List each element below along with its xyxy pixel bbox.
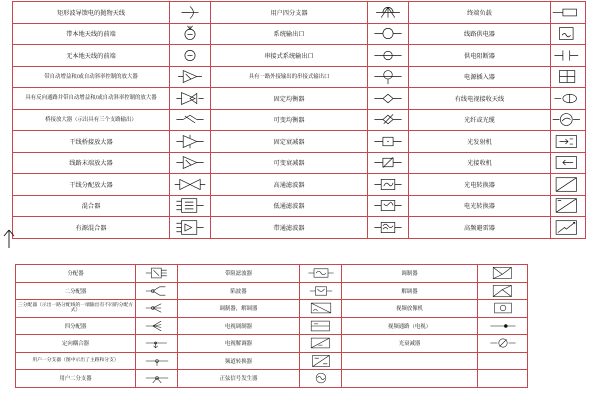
trunk-distribution-amplifier-icon bbox=[173, 176, 207, 193]
symbol-label: 供电阻断器 bbox=[409, 45, 551, 67]
symbol-cell bbox=[368, 2, 409, 24]
symbol-label: 带通滤波器 bbox=[211, 217, 368, 239]
symbol-row bbox=[16, 282, 528, 300]
symbol-cell bbox=[368, 152, 409, 174]
symbol-cell bbox=[300, 335, 342, 353]
combiner-icon bbox=[173, 197, 207, 214]
symbol-cell bbox=[136, 300, 178, 318]
symbol-label: 具有一路外接输出的串接式输出口 bbox=[211, 66, 368, 88]
symbol-cell bbox=[300, 370, 342, 388]
symbol-label: 混合器 bbox=[13, 195, 170, 217]
symbol-label: 可变衰减器 bbox=[211, 152, 368, 174]
symbol-cell bbox=[551, 2, 586, 24]
symbol-label: 用户一分支器（图中示出了主路和分支） bbox=[16, 352, 136, 370]
symbol-label: 线路末端放大器 bbox=[13, 152, 170, 174]
symbol-cell bbox=[300, 265, 342, 283]
symbol-label: 调制器 bbox=[342, 265, 478, 283]
active-combiner-icon bbox=[173, 219, 207, 236]
symbol-row bbox=[13, 131, 586, 153]
symbol-cell bbox=[551, 174, 586, 196]
symbol-cell bbox=[136, 352, 178, 370]
symbol-label: 用户四分支器 bbox=[211, 2, 368, 24]
modulator-icon bbox=[486, 266, 520, 280]
symbol-cell bbox=[300, 282, 342, 300]
parabolic-antenna-icon bbox=[173, 4, 207, 21]
symbol-table-1 bbox=[12, 1, 586, 239]
terminal-load-icon bbox=[551, 4, 585, 21]
symbol-cell bbox=[368, 109, 409, 131]
symbol-label: 光衰减器 bbox=[342, 335, 478, 353]
channel-converter-icon bbox=[304, 354, 338, 368]
symbol-label: 矩形波导馈电的抛物天线 bbox=[13, 2, 170, 24]
symbol-label: 可变均衡器 bbox=[211, 109, 368, 131]
symbol-label: 电光转换器 bbox=[409, 195, 551, 217]
symbol-label: 四分配器 bbox=[16, 317, 136, 335]
symbol-row bbox=[13, 66, 586, 88]
symbol-cell bbox=[551, 88, 586, 110]
directional-coupler-icon bbox=[140, 336, 174, 350]
symbol-cell bbox=[551, 152, 586, 174]
symbol-label: 电视调制器 bbox=[178, 317, 300, 335]
video-channel-icon bbox=[486, 319, 520, 333]
symbol-label: 具有反向通路并带自动增益和/或自动斜率控制的放大器 bbox=[13, 88, 170, 110]
symbol-cell bbox=[368, 88, 409, 110]
symbol-cell bbox=[551, 109, 586, 131]
symbol-label: 带阻滤波器 bbox=[178, 265, 300, 283]
symbol-label: 电视解调器 bbox=[178, 335, 300, 353]
symbol-cell bbox=[368, 23, 409, 45]
bridger-amplifier-icon bbox=[173, 111, 207, 128]
symbol-cell bbox=[136, 265, 178, 283]
splitter-icon bbox=[140, 266, 174, 280]
two-way-tap-icon bbox=[140, 371, 174, 385]
power-blocker-icon bbox=[551, 47, 585, 64]
symbol-cell bbox=[551, 23, 586, 45]
symbol-cell bbox=[170, 195, 211, 217]
system-outlet-icon bbox=[371, 25, 405, 42]
symbol-cell bbox=[551, 45, 586, 67]
four-way-splitter-icon bbox=[140, 319, 174, 333]
symbol-label: 频道转换器 bbox=[178, 352, 300, 370]
optical-receiver-icon bbox=[551, 154, 585, 171]
symbol-cell bbox=[170, 217, 211, 239]
symbol-label: 光电转换器 bbox=[409, 174, 551, 196]
symbol-cell bbox=[478, 352, 528, 370]
symbol-cell bbox=[170, 45, 211, 67]
symbol-cell bbox=[478, 300, 528, 318]
symbol-row bbox=[13, 174, 586, 196]
symbol-label: 视频放像机 bbox=[342, 300, 478, 318]
symbol-label: 电源插入器 bbox=[409, 66, 551, 88]
symbol-label bbox=[342, 352, 478, 370]
headend-no-antenna-icon bbox=[173, 47, 207, 64]
symbol-row bbox=[16, 370, 528, 388]
band-pass-filter-icon bbox=[371, 219, 405, 236]
symbol-label: 干线桥接放大器 bbox=[13, 131, 170, 153]
symbol-label: 高通滤波器 bbox=[211, 174, 368, 196]
symbol-label: 低通滤波器 bbox=[211, 195, 368, 217]
symbol-label: 终端负载 bbox=[409, 2, 551, 24]
symbol-label: 线路供电器 bbox=[409, 23, 551, 45]
symbol-cell bbox=[368, 66, 409, 88]
symbol-cell bbox=[170, 131, 211, 153]
symbol-label: 陷波器 bbox=[178, 282, 300, 300]
symbol-label: 分配器 bbox=[16, 265, 136, 283]
optical-electrical-converter-icon bbox=[551, 176, 585, 193]
symbol-cell bbox=[136, 317, 178, 335]
symbol-label: 视频通路（电视） bbox=[342, 317, 478, 335]
symbol-label: 带自动增益和/或自动斜率控制的放大器 bbox=[13, 66, 170, 88]
symbol-cell bbox=[300, 317, 342, 335]
symbol-label: 高频避雷器 bbox=[409, 217, 551, 239]
symbol-cell bbox=[478, 317, 528, 335]
symbol-row bbox=[13, 2, 586, 24]
symbol-cell bbox=[170, 2, 211, 24]
symbol-cell bbox=[478, 282, 528, 300]
symbol-cell bbox=[368, 195, 409, 217]
reverse-path-amplifier-icon bbox=[173, 90, 207, 107]
symbol-cell bbox=[170, 174, 211, 196]
symbol-cell bbox=[300, 300, 342, 318]
symbol-label: 正弦信号发生器 bbox=[178, 370, 300, 388]
symbol-cell bbox=[551, 195, 586, 217]
symbol-label: 定向耦合器 bbox=[16, 335, 136, 353]
variable-attenuator-icon bbox=[371, 154, 405, 171]
two-way-splitter-icon bbox=[140, 284, 174, 298]
symbol-label: 无本地天线的前端 bbox=[13, 45, 170, 67]
symbol-row bbox=[16, 300, 528, 318]
symbol-row bbox=[13, 217, 586, 239]
symbol-cell bbox=[136, 370, 178, 388]
symbol-label: 固定均衡器 bbox=[211, 88, 368, 110]
demodulator-icon bbox=[486, 284, 520, 298]
symbol-label: 调制器，解调器 bbox=[178, 300, 300, 318]
symbol-label: 系统输出口 bbox=[211, 23, 368, 45]
optical-attenuator-icon bbox=[486, 336, 520, 350]
symbol-cell bbox=[170, 23, 211, 45]
symbol-label: 桥接放大器（示出具有三个支路输出） bbox=[13, 109, 170, 131]
symbol-label: 用户二分支器 bbox=[16, 370, 136, 388]
symbol-label: 固定衰减器 bbox=[211, 131, 368, 153]
symbol-cell bbox=[478, 265, 528, 283]
symbol-label: 二分配器 bbox=[16, 282, 136, 300]
variable-equalizer-icon bbox=[371, 111, 405, 128]
symbol-label bbox=[342, 370, 478, 388]
symbol-label: 光纤或光缆 bbox=[409, 109, 551, 131]
symbol-label: 光发射机 bbox=[409, 131, 551, 153]
four-way-tap-icon bbox=[371, 4, 405, 21]
three-way-splitter-icon bbox=[140, 301, 174, 315]
lightning-arrester-icon bbox=[551, 219, 585, 236]
series-outlet-external-icon bbox=[371, 68, 405, 85]
optical-transmitter-icon bbox=[551, 133, 585, 150]
symbol-cell bbox=[368, 45, 409, 67]
catv-antenna-icon bbox=[551, 90, 585, 107]
symbol-cell bbox=[170, 88, 211, 110]
symbol-label: 有源混合器 bbox=[13, 217, 170, 239]
symbol-cell bbox=[478, 335, 528, 353]
symbol-cell bbox=[368, 217, 409, 239]
line-extender-amplifier-icon bbox=[173, 154, 207, 171]
symbol-table-2 bbox=[15, 264, 528, 388]
line-power-unit-icon bbox=[551, 25, 585, 42]
notch-filter-icon bbox=[304, 284, 338, 298]
symbol-label: 有线电视接收天线 bbox=[409, 88, 551, 110]
tv-modulator-icon bbox=[304, 319, 338, 333]
symbol-row bbox=[16, 352, 528, 370]
symbol-row bbox=[13, 195, 586, 217]
symbol-row bbox=[16, 317, 528, 335]
sine-generator-icon bbox=[304, 371, 338, 385]
symbol-cell bbox=[136, 335, 178, 353]
symbol-row bbox=[13, 45, 586, 67]
symbol-cell bbox=[551, 66, 586, 88]
symbol-label: 解调器 bbox=[342, 282, 478, 300]
symbol-row bbox=[13, 109, 586, 131]
symbol-cell bbox=[300, 352, 342, 370]
symbol-row bbox=[13, 23, 586, 45]
symbol-row bbox=[13, 88, 586, 110]
headend-local-antenna-icon bbox=[173, 25, 207, 42]
symbol-row bbox=[13, 152, 586, 174]
symbol-cell bbox=[368, 174, 409, 196]
symbol-label: 带本地天线的前端 bbox=[13, 23, 170, 45]
symbol-label: 光接收机 bbox=[409, 152, 551, 174]
symbol-label: 三分配器（示出一路分配线的一端输出有不同的分配方式） bbox=[16, 300, 136, 318]
low-pass-filter-icon bbox=[371, 197, 405, 214]
symbol-label: 干线分配放大器 bbox=[13, 174, 170, 196]
symbol-row bbox=[16, 335, 528, 353]
symbol-label: 串接式系统输出口 bbox=[211, 45, 368, 67]
symbol-cell bbox=[170, 66, 211, 88]
one-way-tap-icon bbox=[140, 354, 174, 368]
fixed-attenuator-icon bbox=[371, 133, 405, 150]
symbol-cell bbox=[478, 370, 528, 388]
symbol-cell bbox=[551, 131, 586, 153]
symbol-cell bbox=[170, 109, 211, 131]
modem-icon bbox=[304, 301, 338, 315]
symbol-cell bbox=[170, 152, 211, 174]
symbol-row bbox=[16, 265, 528, 283]
electrical-optical-converter-icon bbox=[551, 197, 585, 214]
tv-demodulator-icon bbox=[304, 336, 338, 350]
high-pass-filter-icon bbox=[371, 176, 405, 193]
agc-amplifier-icon bbox=[173, 68, 207, 85]
power-inserter-icon bbox=[551, 68, 585, 85]
video-player-icon bbox=[486, 301, 520, 315]
symbol-cell bbox=[551, 217, 586, 239]
symbol-cell bbox=[368, 131, 409, 153]
series-outlet-icon bbox=[371, 47, 405, 64]
fixed-equalizer-icon bbox=[371, 90, 405, 107]
optical-fiber-icon bbox=[551, 111, 585, 128]
band-stop-filter-icon bbox=[304, 266, 338, 280]
antenna-corner-icon bbox=[2, 228, 16, 250]
trunk-bridger-amplifier-icon bbox=[173, 133, 207, 150]
symbol-cell bbox=[136, 282, 178, 300]
